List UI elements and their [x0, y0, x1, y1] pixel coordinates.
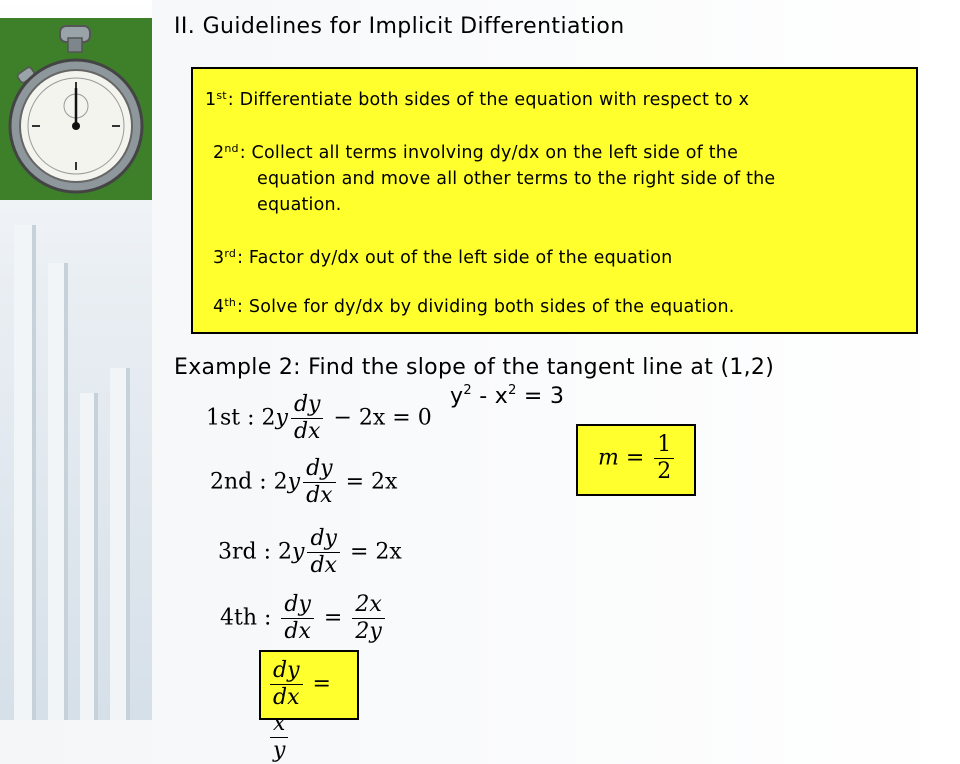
fraction-denominator: 2y — [352, 618, 384, 645]
step-4 — [213, 290, 735, 320]
step-number: 1 — [205, 90, 217, 110]
stopwatch-tile — [0, 18, 152, 200]
math-equals: = — [305, 671, 331, 697]
final-result — [267, 658, 357, 764]
step-text: : Collect all terms involving dy/dx on the left side of the — [239, 143, 739, 163]
decor-bar-shadow — [64, 263, 68, 720]
math-label: 3rd : 2 — [218, 539, 292, 565]
step-number: 4 — [213, 297, 225, 317]
decor-bar-shadow — [126, 368, 130, 720]
step-suffix: th — [224, 296, 237, 309]
fraction-numerator: 2x — [355, 592, 382, 617]
math-equals: = — [618, 445, 652, 471]
decor-bar — [14, 225, 32, 720]
equation-exponent: 2 — [463, 383, 472, 398]
math-step-1 — [206, 392, 432, 445]
math-equals: = — [316, 605, 350, 631]
fraction-denominator: y — [270, 737, 288, 764]
step-number: 3 — [213, 248, 225, 268]
step-text: : Differentiate both sides of the equation with respect to x — [227, 90, 750, 110]
math-rest: = 2x — [342, 539, 402, 565]
result-fraction — [352, 592, 384, 645]
equation-term: - x — [471, 384, 509, 409]
step-number: 2 — [213, 143, 225, 163]
math-step-2 — [210, 456, 397, 509]
fraction-numerator: x — [273, 711, 286, 736]
derivative-fraction — [291, 392, 324, 445]
result-fraction — [270, 711, 288, 764]
step-text-continued: equation and move all other terms to the right side of the — [257, 169, 776, 189]
fraction-numerator: dy — [293, 392, 321, 417]
derivative-fraction — [307, 526, 340, 579]
math-rest: = 2x — [338, 469, 398, 495]
slope-answer — [598, 432, 677, 485]
step-1 — [205, 83, 749, 113]
step-text: : Factor dy/dx out of the left side of the equation — [237, 248, 673, 268]
fraction-denominator: 2 — [654, 458, 674, 485]
final-result-box — [259, 650, 359, 763]
example-heading: Example 2: Find the slope of the tangent line at (1,2) — [174, 355, 775, 380]
math-rest: − 2x = 0 — [326, 405, 432, 431]
fraction-denominator: dx — [303, 482, 336, 509]
step-text-continued: equation. — [257, 195, 342, 215]
equation-term: y — [450, 384, 464, 409]
decor-bar — [110, 368, 126, 720]
math-label: 4th : — [220, 605, 279, 631]
guidelines-box — [191, 67, 918, 334]
step-suffix: st — [216, 89, 227, 102]
step-text: : Solve for dy/dx by dividing both sides of the equation. — [237, 297, 735, 317]
math-variable: y — [287, 469, 301, 495]
math-step-4 — [220, 592, 388, 645]
decor-bar-shadow — [32, 225, 36, 720]
decor-bar-shadow — [94, 393, 98, 720]
equation-exponent: 2 — [508, 383, 517, 398]
decor-bar — [48, 263, 64, 720]
example-equation — [450, 383, 564, 409]
page-title: II. Guidelines for Implicit Differentiation — [174, 14, 625, 39]
math-variable: y — [292, 539, 305, 565]
step-3 — [213, 241, 672, 271]
step-2 — [213, 136, 775, 218]
derivative-fraction — [270, 658, 303, 711]
stopwatch-icon — [0, 18, 152, 200]
fraction-numerator: dy — [306, 456, 333, 481]
fraction-denominator: dx — [291, 418, 324, 445]
fraction-numerator: 1 — [657, 432, 672, 457]
slope-answer-box — [576, 424, 696, 496]
equation-term: = 3 — [516, 384, 565, 409]
derivative-fraction — [303, 456, 336, 509]
fraction-numerator: dy — [284, 592, 311, 617]
fraction-numerator: dy — [273, 658, 300, 683]
fraction-denominator: dx — [281, 618, 314, 645]
math-variable: m — [598, 445, 619, 471]
math-label: 2nd : 2 — [210, 469, 288, 495]
decor-bar — [80, 393, 94, 720]
math-step-3 — [218, 526, 402, 579]
step-suffix: nd — [224, 142, 239, 155]
slope-fraction — [654, 432, 674, 485]
derivative-fraction — [281, 592, 314, 645]
fraction-denominator: dx — [270, 684, 303, 711]
step-suffix: rd — [224, 247, 237, 260]
fraction-numerator: dy — [310, 526, 337, 551]
math-label: 1st : 2 — [206, 405, 276, 431]
math-variable: y — [275, 405, 288, 431]
fraction-denominator: dx — [307, 552, 340, 579]
